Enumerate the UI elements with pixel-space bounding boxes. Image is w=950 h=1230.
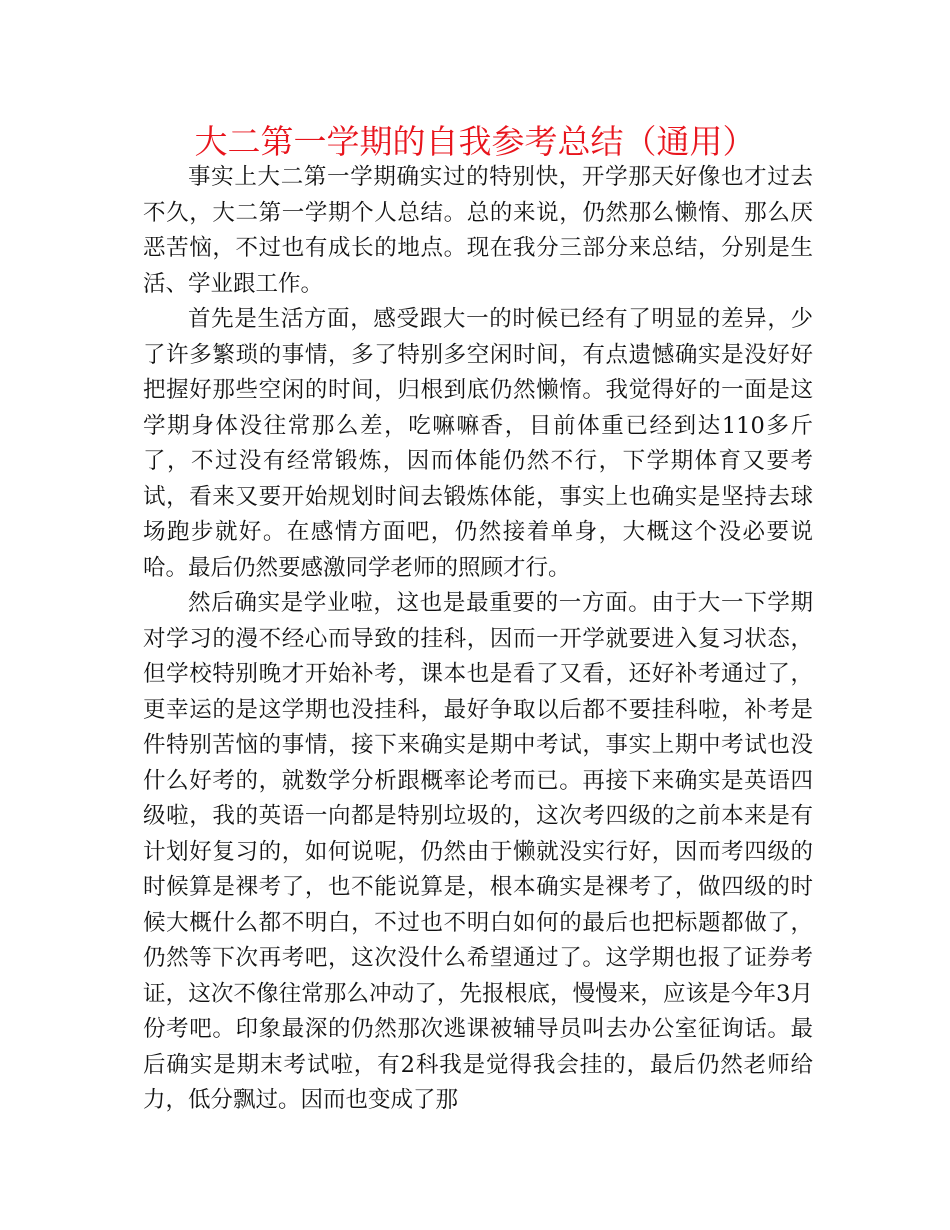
paragraph-study: 然后确实是学业啦，这也是最重要的一方面。由于大一下学期对学习的漫不经心而导致的挂科，因而一开学就要进入复习状态，但学校特别晚才开始补考，课本也是看了又看，还好补考通过了，更幸运的是这学期也没挂科，最好争取以后都不要挂科啦，补考是件特别苦恼的事情，接下来确实是期中考试，事实上期中考试也没什么好考的，就数学分析跟概率论考而已。再接下来确实是英语四级啦，我的英语一向都是特别垃圾的，这次考四级的之前本来是有计划好复习的，如何说呢，仍然由于懒就没实行好，因而考四级的时候算是裸考了，也不能说算是，根本确实是裸考了，做四级的时候大概什么都不明白，不过也不明白如何的最后也把标题都做了，仍然等下次再考吧，这次没什么希望通过了。这学期也报了证券考证，这次不像往常那么冲动了，先报根底，慢慢来，应该是今年3月份考吧。印象最深的仍然那次逃课被辅导员叫去办公室征询话。最后确实是期末考试啦，有2科我是觉得我会挂的，最后仍然老师给力，低分飘过。因而也变成了那 (143, 590, 813, 1113)
document-title: 大二第一学期的自我参考总结（通用） (194, 122, 756, 161)
paragraph-life: 首先是生活方面，感受跟大一的时候已经有了明显的差异，少了许多繁琐的事情，多了特别多空闲时间，有点遗憾确实是没好好把握好那些空闲的时间，归根到底仍然懒惰。我觉得好的一面是这学期身体没往常那么差，吃嘛嘛香，目前体重已经到达110多斤了，不过没有经常锻炼，因而体能仍然不行，下学期体育又要考试，看来又要开始规划时间去锻炼体能，事实上也确实是坚持去球场跑步就好。在感情方面吧，仍然接着单身，大概这个没必要说哈。最后仍然要感激同学老师的照顾才行。 (143, 306, 813, 581)
document-body (143, 160, 813, 1119)
paragraph-intro: 事实上大二第一学期确实过的特别快，开学那天好像也才过去不久，大二第一学期个人总结。总的来说，仍然那么懒惰、那么厌恶苦恼，不过也有成长的地点。现在我分三部分来总结，分别是生活、学业跟工作。 (143, 164, 813, 297)
